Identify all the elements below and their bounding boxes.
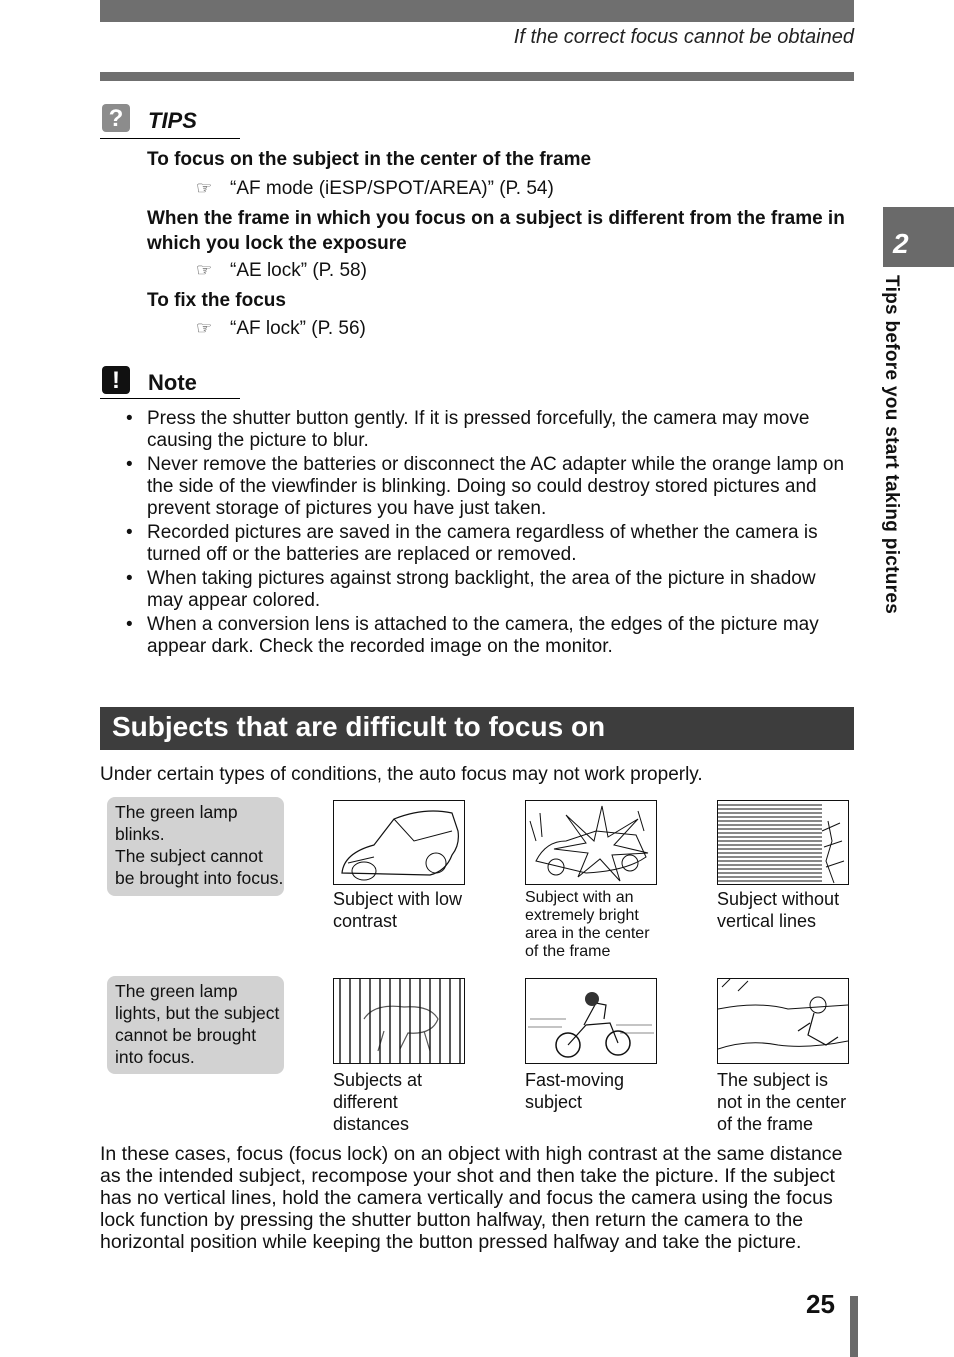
chapter-number: 2 — [893, 228, 909, 259]
note-label: Note — [148, 370, 197, 395]
caption-not-centered: The subject is not in the center of the frame — [717, 1070, 847, 1134]
tips-underline — [100, 138, 240, 139]
bright-area-car-illustration — [525, 800, 657, 885]
tips-label: TIPS — [148, 108, 197, 133]
note-bullet: • Recorded pictures are saved in the camera regardless of whether the camera is turned off or the batteries are replaced or removed. — [126, 522, 856, 566]
caption-no-vertical-lines: Subject without vertical lines — [717, 889, 840, 931]
tips-question-icon: ? — [102, 104, 130, 132]
caption-low-contrast: Subject with low contrast — [333, 889, 463, 931]
off-center-subject-illustration — [717, 978, 849, 1064]
low-contrast-car-illustration — [333, 800, 465, 885]
header-rule — [100, 72, 854, 81]
page-reference-icon: ☞ — [196, 178, 213, 198]
tip-reference: ☞ “AE lock” (P. 58) — [196, 260, 367, 281]
page-reference-icon: ☞ — [196, 318, 213, 338]
note-exclamation-icon: ! — [102, 366, 130, 394]
note-bullet: • Never remove the batteries or disconnect the AC adapter while the orange lamp on the side of the viewfinder is blinking. Doing so could destroy stored pictures and prevent storage of pictures you have just taken. — [126, 454, 856, 520]
page-number: 25 — [806, 1289, 835, 1319]
caption-fast-moving: Fast-moving subject — [525, 1070, 625, 1112]
tip-reference: ☞ “AF lock” (P. 56) — [196, 318, 366, 339]
motorcycle-illustration — [525, 978, 657, 1064]
page-reference-icon: ☞ — [196, 260, 213, 280]
chapter-title-vertical: Tips before you start taking pictures — [881, 275, 902, 615]
header-title: If the correct focus cannot be obtained — [513, 26, 854, 48]
section-title: Subjects that are difficult to focus on — [112, 711, 606, 742]
section-intro: Under certain types of conditions, the auto focus may not work properly. — [100, 764, 703, 785]
tip-heading: To fix the focus — [147, 290, 286, 311]
horizontal-lines-illustration — [717, 800, 849, 885]
tip-reference: ☞ “AF mode (iESP/SPOT/AREA)” (P. 54) — [196, 178, 554, 199]
tip-heading: To focus on the subject in the center of the frame — [147, 149, 592, 170]
note-list — [126, 408, 856, 660]
page-number-bar — [850, 1296, 858, 1357]
caption-different-distances: Subjects at different distances — [333, 1070, 423, 1134]
note-underline — [100, 398, 240, 399]
note-bullet: • When a conversion lens is attached to the camera, the edges of the picture may appear dark. Check the recorded image on the monitor. — [126, 614, 856, 658]
note-bullet: • Press the shutter button gently. If it is pressed forcefully, the camera may move causing the picture to blur. — [126, 408, 856, 452]
caption-bright-area: Subject with an extremely bright area in the center of the frame — [525, 889, 650, 960]
section-conclusion: In these cases, focus (focus lock) on an object with high contrast at the same distance as the intended subject, recompose your shot and then take the picture. If the subject has no vertical lines, hold the camera vertically and focus the camera using the focus lock function by pressing the shutter button halfway, then return the camera to the horizontal position while keeping the button pressed halfway and take the picture. — [100, 1143, 843, 1253]
tiger-behind-bars-illustration — [333, 978, 465, 1064]
green-lamp-blinks-box: The green lamp blinks. The subject cannot be brought into focus. — [107, 797, 284, 896]
note-bullet: • When taking pictures against strong backlight, the area of the picture in shadow may appear colored. — [126, 568, 856, 612]
header-bar — [100, 0, 854, 22]
green-lamp-lights-box: The green lamp lights, but the subject cannot be brought into focus. — [107, 976, 284, 1074]
tip-heading: When the frame in which you focus on a subject is different from the frame in which you lock the exposure — [147, 208, 845, 254]
